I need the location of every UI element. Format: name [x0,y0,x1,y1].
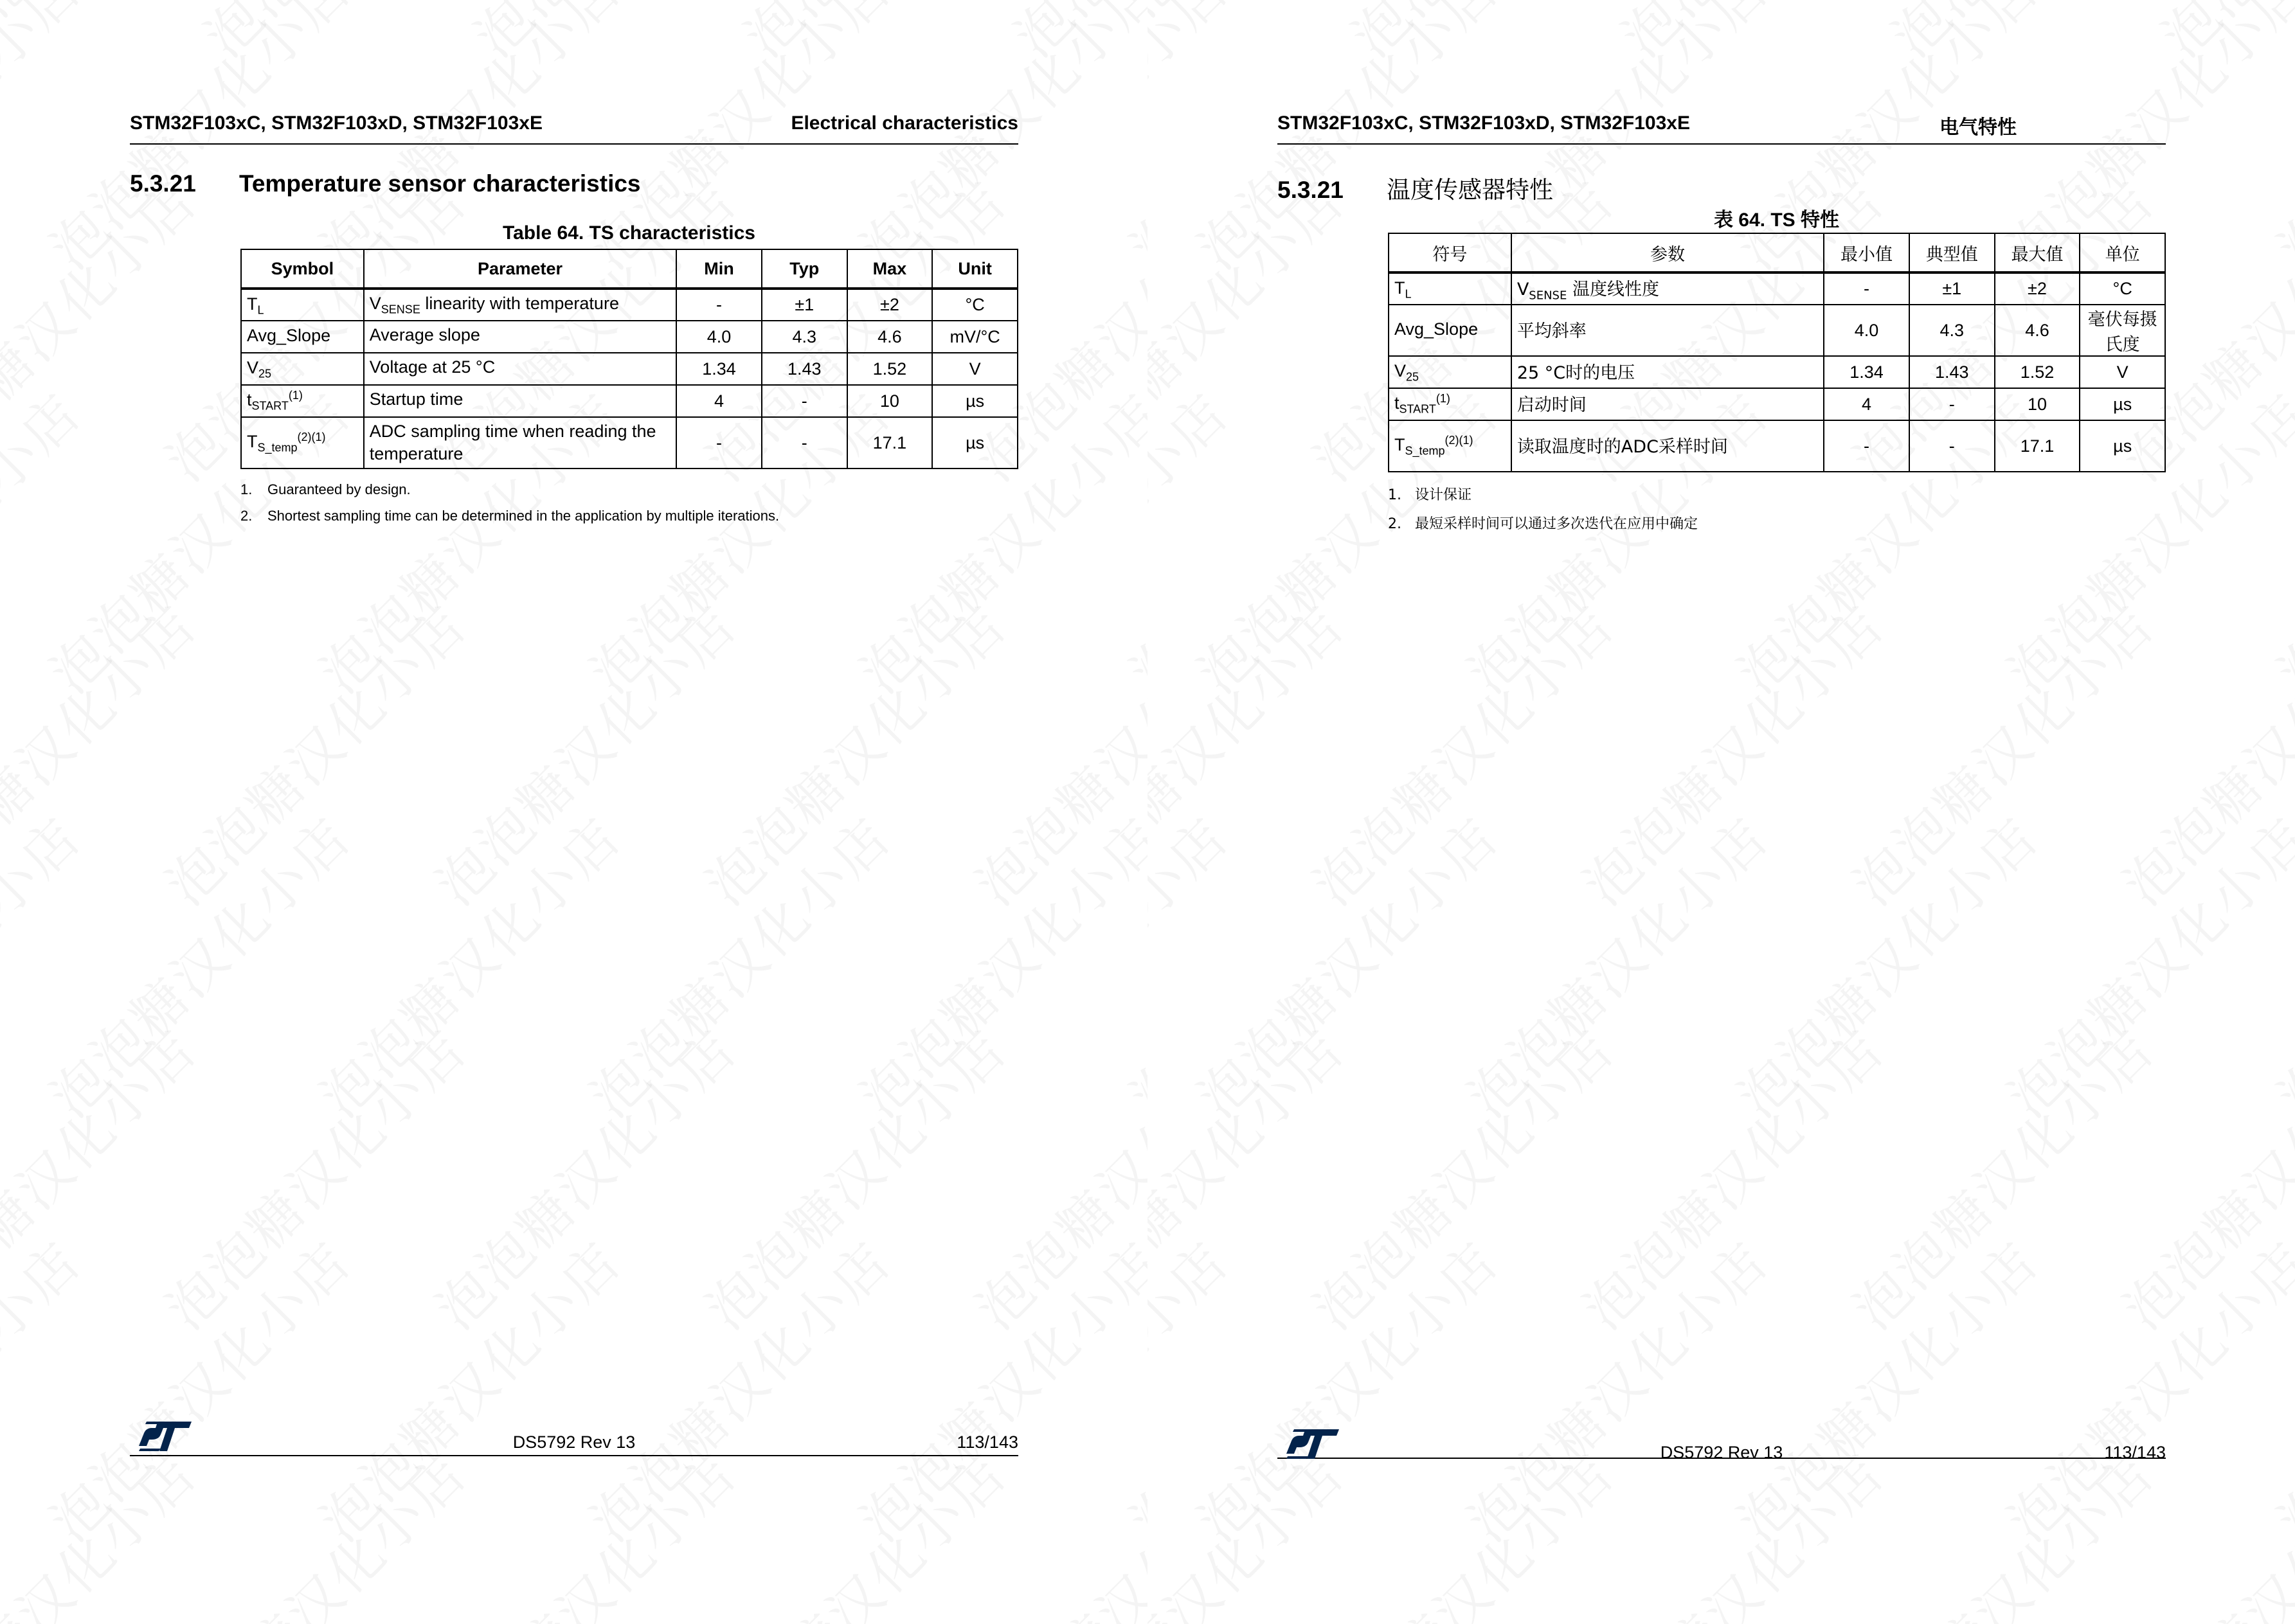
cell-parameter: Average slope [364,321,676,353]
watermark-text [1148,797,1243,1132]
watermark-text [30,797,365,1132]
table-row [1389,356,2165,388]
cell-symbol: $t_{START}^{(1)}$ [1389,388,1511,420]
cell-typ: 4.3 [762,321,847,353]
ts-characteristics-table [240,249,1018,469]
col-parameter: 参数 [1511,233,1824,272]
header-product-list: STM32F103xC, STM32F103xD, STM32F103xE [130,112,543,134]
col-max: Max [847,249,933,289]
cell-parameter: $V_{SENSE}$ 温度线性度 [1511,272,1824,305]
watermark-text [0,585,212,920]
cell-max: 10 [847,385,933,417]
cell-typ: - [762,385,847,417]
cell-max: 4.6 [1995,305,2080,356]
watermark-text [146,1009,481,1344]
note-item [240,508,779,534]
cell-unit: µs [932,385,1018,417]
cell-typ: - [1909,420,1995,472]
note-item [1388,484,1698,513]
cell-parameter: ADC sampling time when reading the temperature [364,417,676,468]
watermark-text [570,797,905,1132]
cell-typ: ±1 [1909,272,1995,305]
watermark-text [1988,797,2295,1132]
cell-parameter: 平均斜率 [1511,305,1824,356]
ts-characteristics-table [1388,233,2166,472]
table-row [241,385,1018,417]
note-item [1388,513,1698,542]
watermark-text [30,1221,365,1556]
watermark-text [2258,0,2295,283]
table-header-row [1389,233,2165,272]
cell-unit: 毫伏每摄氏度 [2080,305,2165,356]
watermark-text [2258,1221,2295,1556]
watermark-text [0,0,96,283]
note-text: Guaranteed by design. [267,481,411,497]
col-symbol: 符号 [1389,233,1511,272]
table-row [1389,305,2165,356]
watermark-text [1148,585,1359,920]
cell-parameter: $V_{SENSE}$ linearity with temperature [364,289,676,321]
cell-max: 17.1 [1995,420,2080,472]
cell-max: 10 [1995,388,2080,420]
table-row [241,289,1018,321]
watermark-text [724,0,1059,71]
cell-parameter: 25 °C时的电压 [1511,356,1824,388]
watermark-text [455,0,789,71]
page-header [130,111,1018,145]
watermark-text [0,161,212,495]
watermark-text [2142,0,2295,71]
cell-symbol: $V_{25}$ [1389,356,1511,388]
footer-page-number: 113/143 [2104,1443,2166,1462]
page-footer [130,1420,1018,1456]
cell-max: 17.1 [847,417,933,468]
watermark-text [570,1221,905,1556]
section-number: 5.3.21 [1277,177,1344,203]
cell-symbol: $T_{S\_temp}^{(2)(1)}$ [241,417,364,468]
watermark-text [1833,585,2168,920]
section-title: Temperature sensor characteristics [239,170,641,197]
table-header-row [241,249,1018,289]
col-typ: Typ [762,249,847,289]
note-number: 1. [1388,487,1401,503]
section-number: 5.3.21 [130,170,196,197]
cell-min: 4 [676,385,762,417]
cell-min: 1.34 [1824,356,1909,388]
watermark-text [0,1009,212,1344]
watermark-text [1448,797,1783,1132]
watermark-text [1148,1221,1243,1556]
cell-symbol: $T_L$ [241,289,364,321]
table-notes [240,481,779,534]
watermark-text [416,1433,751,1624]
table-caption: Table 64. TS characteristics [503,222,755,244]
watermark-text [1148,0,1398,71]
cell-unit: mV/°C [932,321,1018,353]
watermark-text [1988,1221,2295,1556]
cell-symbol: $V_{25}$ [241,353,364,385]
cell-parameter: Startup time [364,385,676,417]
watermark-text [1110,0,1148,283]
watermark-text [1110,1221,1148,1556]
watermark-text [840,797,1148,1132]
cell-min: - [676,417,762,468]
col-min: Min [676,249,762,289]
col-typ: 典型值 [1909,233,1995,272]
caption-prefix: 表 [1713,209,1733,231]
cell-min: 4.0 [1824,305,1909,356]
watermark-text [0,0,250,71]
page-footer [1277,1428,2166,1462]
cell-parameter: 读取温度时的ADC采样时间 [1511,420,1824,472]
cell-min: 4.0 [676,321,762,353]
cell-parameter: 启动时间 [1511,388,1824,420]
cell-parameter: Voltage at 25 °C [364,353,676,385]
watermark-text [1148,0,1243,283]
watermark-text [1148,1009,1359,1344]
note-text: Shortest sampling time can be determined in the application by multiple iterations. [267,508,780,524]
header-chapter: Electrical characteristics [791,112,1018,134]
header-chapter: 电气特性 [1940,116,2017,139]
col-parameter: Parameter [364,249,676,289]
cell-min: - [1824,272,1909,305]
watermark-text [0,1433,212,1624]
watermark-text [1833,1009,2168,1344]
header-product-list: STM32F103xC, STM32F103xD, STM32F103xE [1277,112,1690,134]
caption-number: 64. TS [1733,210,1801,231]
watermark-text [1110,797,1148,1132]
watermark-text [2258,797,2295,1132]
watermark-text [956,585,1148,920]
cell-min: 1.34 [676,353,762,385]
watermark-text [1293,1009,1628,1344]
watermark-text [0,797,96,1132]
watermark-text [0,373,96,708]
cell-max: 1.52 [1995,356,2080,388]
watermark-text [416,1009,751,1344]
cell-symbol: Avg_Slope [1389,305,1511,356]
note-text: 设计保证 [1415,487,1472,503]
note-item [240,481,779,508]
watermark-text [184,0,519,71]
cell-unit: µs [2080,388,2165,420]
watermark-text [146,585,481,920]
watermark-text [1448,1221,1783,1556]
footer-page-number: 113/143 [957,1432,1018,1452]
table-row [241,321,1018,353]
section-title: 温度传感器特性 [1387,176,1553,204]
table-notes [1388,484,1698,542]
cell-typ: - [762,417,847,468]
watermark-text [300,1221,635,1556]
watermark-text [1148,373,1243,708]
watermark-text [1602,0,1937,71]
col-max: 最大值 [1995,233,2080,272]
cell-typ: - [1909,388,1995,420]
watermark-text [1148,161,1359,495]
watermark-text [1332,0,1667,71]
watermark-text [1718,1221,2053,1556]
cell-symbol: $T_L$ [1389,272,1511,305]
cell-min: - [1824,420,1909,472]
col-unit: 单位 [2080,233,2165,272]
watermark-text [995,0,1148,71]
watermark-text [1563,585,1898,920]
watermark-text [1718,797,2053,1132]
watermark-text [2103,585,2295,920]
table-row [1389,420,2165,472]
cell-symbol: Avg_Slope [241,321,364,353]
watermark-text [416,585,751,920]
note-number: 1. [240,481,253,497]
cell-max: ±2 [1995,272,2080,305]
watermark-text [0,1221,96,1556]
cell-unit: °C [932,289,1018,321]
cell-typ: 4.3 [1909,305,1995,356]
watermark-text [2103,1009,2295,1344]
cell-min: 4 [1824,388,1909,420]
section-heading [1277,170,1553,205]
cell-unit: V [2080,356,2165,388]
watermark-text [300,797,635,1132]
section-heading [130,170,641,197]
cell-unit: µs [2080,420,2165,472]
cell-unit: µs [932,417,1018,468]
table-row [241,353,1018,385]
watermark-text [1293,585,1628,920]
cell-min: - [676,289,762,321]
col-min: 最小值 [1824,233,1909,272]
watermark-text [1110,373,1148,708]
cell-max: 4.6 [847,321,933,353]
cell-unit: V [932,353,1018,385]
watermark-text [956,1433,1148,1624]
page-chinese [1148,0,2295,1624]
page-header [1277,111,2166,145]
watermark-text [1178,1221,1513,1556]
watermark-text [2258,373,2295,708]
cell-symbol: $T_{S\_temp}^{(2)(1)}$ [1389,420,1511,472]
table-row [1389,388,2165,420]
col-unit: Unit [932,249,1018,289]
note-number: 2. [240,508,253,524]
watermark-text [686,585,1021,920]
cell-typ: 1.43 [762,353,847,385]
cell-max: 1.52 [847,353,933,385]
col-symbol: Symbol [241,249,364,289]
watermark-text [1563,1009,1898,1344]
table-row [241,417,1018,468]
watermark-text [840,1221,1148,1556]
note-number: 2. [1388,516,1401,532]
cell-max: ±2 [847,289,933,321]
table-row [1389,272,2165,305]
watermark-text [1872,0,2207,71]
footer-doc-revision: DS5792 Rev 13 [512,1432,636,1452]
cell-symbol: $t_{START}^{(1)}$ [241,385,364,417]
footer-doc-revision: DS5792 Rev 13 [1660,1443,1783,1462]
note-text: 最短采样时间可以通过多次迭代在应用中确定 [1415,516,1698,532]
cell-typ: 1.43 [1909,356,1995,388]
watermark-text [956,1009,1148,1344]
cell-typ: ±1 [762,289,847,321]
caption-suffix: 特性 [1801,209,1840,231]
watermark-text [686,1433,1021,1624]
watermark-text [1178,797,1513,1132]
watermark-text [146,1433,481,1624]
watermark-text [686,1009,1021,1344]
cell-unit: °C [2080,272,2165,305]
table-caption [1388,204,2165,232]
